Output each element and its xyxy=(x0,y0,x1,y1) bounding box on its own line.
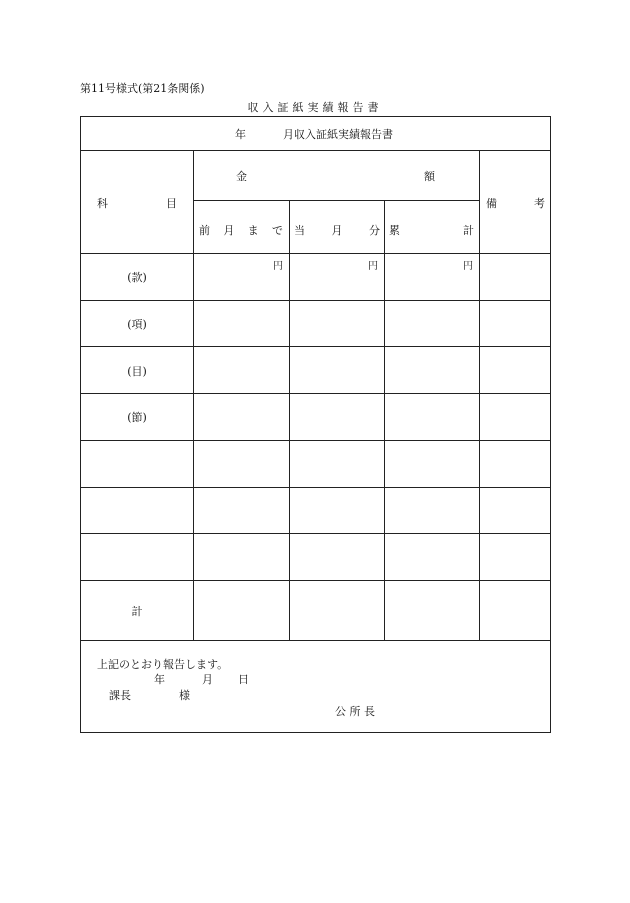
date-year: 年 xyxy=(154,673,165,686)
date-month: 月 xyxy=(202,673,213,686)
header-char: 月 xyxy=(223,224,235,237)
header-char: 前 xyxy=(199,224,210,237)
header-char: 備 xyxy=(486,197,497,210)
row-label: (節) xyxy=(127,411,147,424)
divider xyxy=(81,580,551,581)
divider xyxy=(81,150,551,151)
divider xyxy=(289,200,290,640)
divider xyxy=(193,150,194,640)
column-header-prev-month xyxy=(199,222,283,238)
header-year-label: 年 xyxy=(235,128,246,141)
header-char: 月 xyxy=(331,224,343,237)
document-title: 収入証紙実績報告書 xyxy=(247,101,383,114)
column-header-subject xyxy=(97,195,177,211)
divider xyxy=(384,200,385,640)
date-day: 日 xyxy=(238,673,249,686)
form-number-label: 第11号様式(第21条関係) xyxy=(80,82,205,95)
divider xyxy=(81,533,551,534)
divider xyxy=(81,300,551,301)
column-header-this-month xyxy=(294,222,380,238)
header-char: 計 xyxy=(463,224,474,237)
row-label: (目) xyxy=(127,365,147,378)
sender-title: 公 所 長 xyxy=(335,705,375,718)
divider xyxy=(81,640,551,641)
header-char: 累 xyxy=(389,224,400,237)
header-char: ま xyxy=(247,224,259,237)
column-header-cumulative xyxy=(389,222,474,238)
yen-unit: 円 xyxy=(463,261,473,272)
header-char: 分 xyxy=(369,224,380,237)
header-char: 科 xyxy=(97,197,108,210)
column-header-amount xyxy=(236,168,435,184)
row-label: (款) xyxy=(127,271,147,284)
divider xyxy=(193,200,479,201)
yen-unit: 円 xyxy=(368,261,378,272)
header-char: 考 xyxy=(534,197,545,210)
row-label: (項) xyxy=(127,318,147,331)
header-char: で xyxy=(271,224,283,237)
addressee-honorific: 様 xyxy=(179,689,190,702)
divider xyxy=(81,393,551,394)
column-header-remarks xyxy=(486,195,545,211)
divider xyxy=(81,253,551,254)
header-char: 当 xyxy=(294,224,305,237)
divider xyxy=(479,150,480,640)
report-table xyxy=(80,116,551,733)
statement-text: 上記のとおり報告します。 xyxy=(97,658,229,671)
header-report-title: 月収入証紙実績報告書 xyxy=(283,128,393,141)
divider xyxy=(81,440,551,441)
header-char: 金 xyxy=(236,170,247,183)
header-char: 目 xyxy=(166,197,177,210)
header-char: 額 xyxy=(424,170,435,183)
divider xyxy=(81,487,551,488)
addressee-title: 課長 xyxy=(109,689,131,702)
divider xyxy=(81,346,551,347)
total-row-label: 計 xyxy=(131,605,143,618)
yen-unit: 円 xyxy=(273,261,283,272)
